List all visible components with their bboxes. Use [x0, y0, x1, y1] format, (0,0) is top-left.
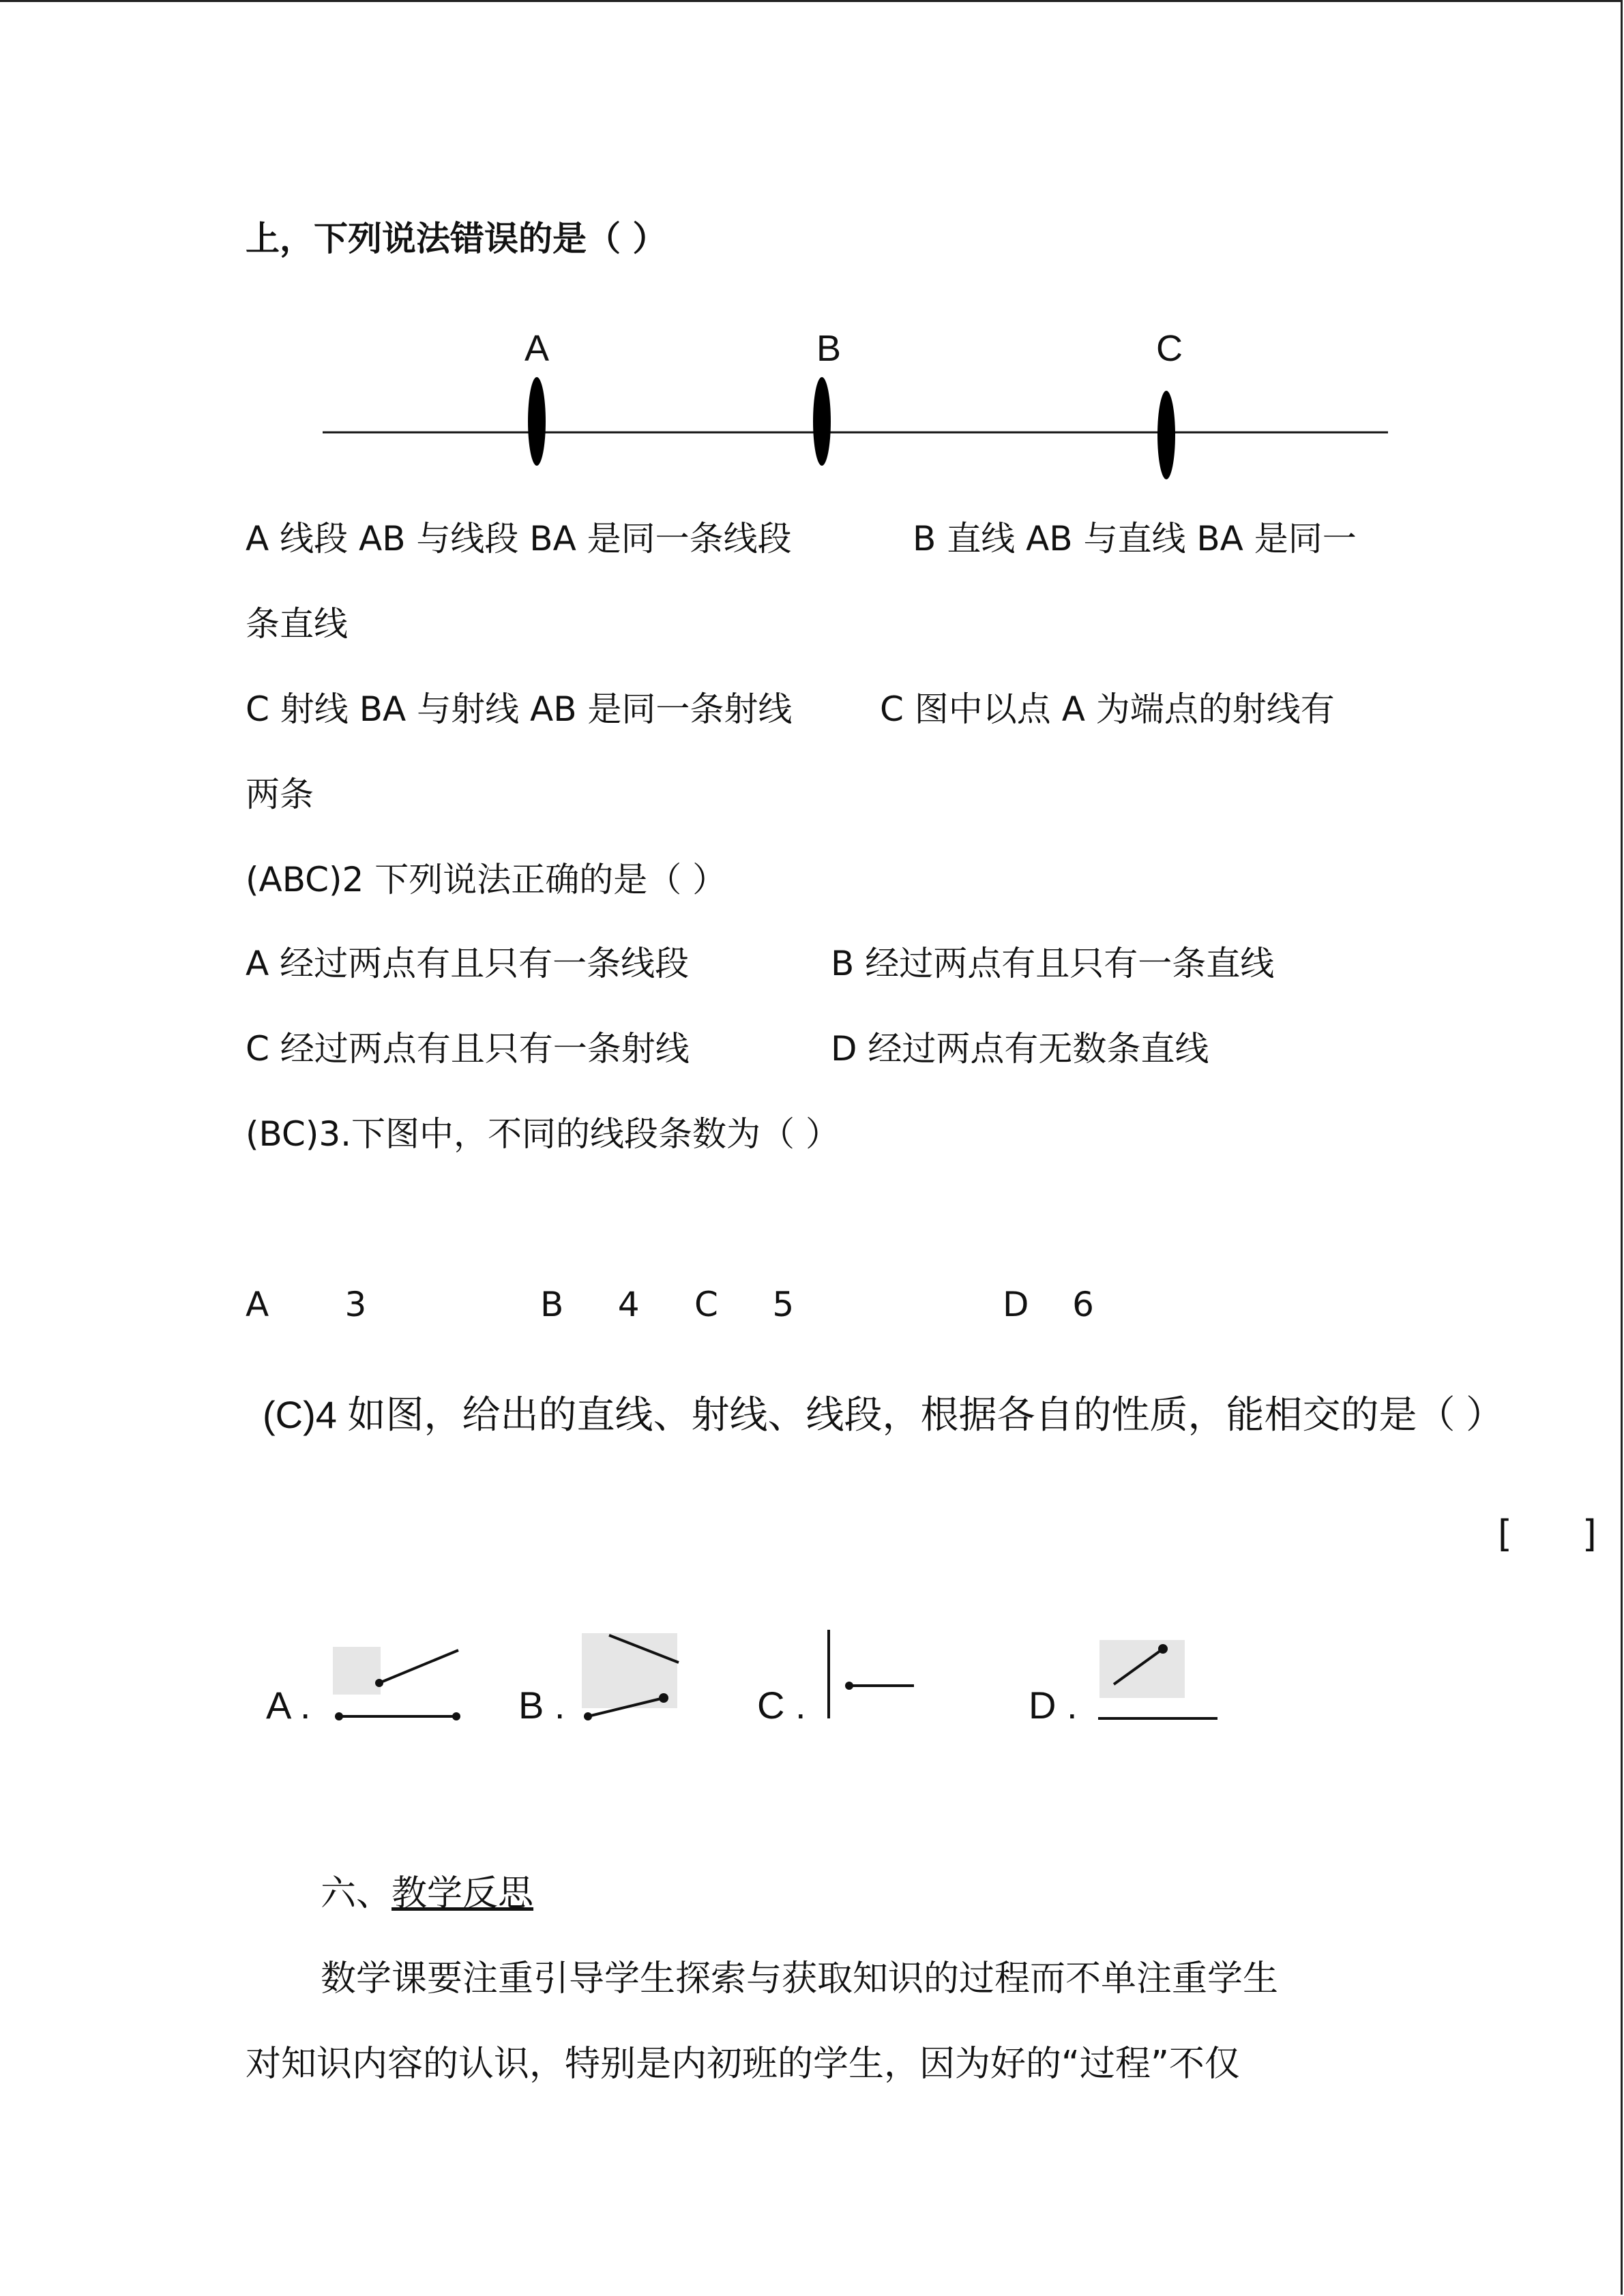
q4-option-d-label: D .	[1029, 1684, 1078, 1727]
q2-option-b: B 经过两点有且只有一条直线	[831, 944, 1275, 983]
q2-option-d: D 经过两点有无数条直线	[831, 1029, 1209, 1069]
q3-option-b: B 4	[540, 1285, 640, 1324]
figure-a-endpoint	[375, 1679, 383, 1687]
answer-bracket: [ ]	[1497, 1512, 1597, 1555]
figure-d-scan-noise	[1099, 1640, 1185, 1698]
figure-d-endpoint	[1158, 1644, 1168, 1654]
figure-b-endpoint-1	[584, 1712, 592, 1720]
q1-option-d: C 图中以点 A 为端点的射线有	[880, 689, 1335, 729]
figure-c	[829, 1630, 914, 1718]
section-heading	[321, 1870, 533, 1918]
reflection-paragraph-line-1: 数学课要注重引导学生探索与获取知识的过程而不单注重学生	[321, 1958, 1279, 1999]
q1-option-d-continued: 两条	[246, 775, 314, 814]
section-number: 六、	[321, 1873, 392, 1914]
section-title: 教学反思	[392, 1873, 534, 1914]
figure-a-segment-end-2	[452, 1712, 460, 1720]
figure-c-endpoint	[845, 1682, 853, 1690]
point-label-c: C	[1156, 328, 1183, 369]
q1-option-c: C 射线 BA 与射线 AB 是同一条射线	[246, 689, 793, 729]
q1-stem: 上，下列说法错误的是（ ）	[246, 219, 667, 258]
figure-d	[1098, 1640, 1217, 1718]
reflection-paragraph-line-2: 对知识内容的认识，特别是内初班的学生，因为好的“过程”不仅	[246, 2044, 1240, 2085]
figure-a-scan-noise	[333, 1647, 381, 1695]
q4-stem: (C)4 如图，给出的直线、射线、线段，根据各自的性质，能相交的是（ ）	[263, 1393, 1504, 1436]
q4-option-a-label: A .	[266, 1684, 311, 1727]
q2-stem: (ABC)2 下列说法正确的是（ ）	[246, 860, 727, 899]
figure-a	[333, 1647, 460, 1720]
q3-stem: (BC)3.下图中，不同的线段条数为（ ）	[246, 1114, 840, 1154]
point-label-b: B	[816, 328, 842, 369]
q3-option-c: C 5	[694, 1285, 795, 1324]
q2-option-a: A 经过两点有且只有一条线段	[246, 944, 690, 983]
figure-a-segment-end-1	[335, 1712, 343, 1720]
q1-option-b-continued: 条直线	[246, 604, 348, 644]
q4-option-c-label: C .	[757, 1684, 806, 1727]
q1-option-b: B 直线 AB 与直线 BA 是同一	[913, 519, 1357, 558]
q3-option-d: D 6	[1003, 1285, 1094, 1324]
q4-option-b-label: B .	[518, 1684, 565, 1727]
q2-option-c: C 经过两点有且只有一条射线	[246, 1029, 690, 1069]
figure-a-ray	[379, 1650, 458, 1683]
q1-option-a: A 线段 AB 与线段 BA 是同一条线段	[246, 519, 792, 558]
q3-option-a: A 3	[246, 1285, 367, 1324]
figure-b	[582, 1633, 679, 1720]
point-label-a: A	[525, 328, 550, 369]
figure-b-endpoint-2	[659, 1693, 668, 1703]
